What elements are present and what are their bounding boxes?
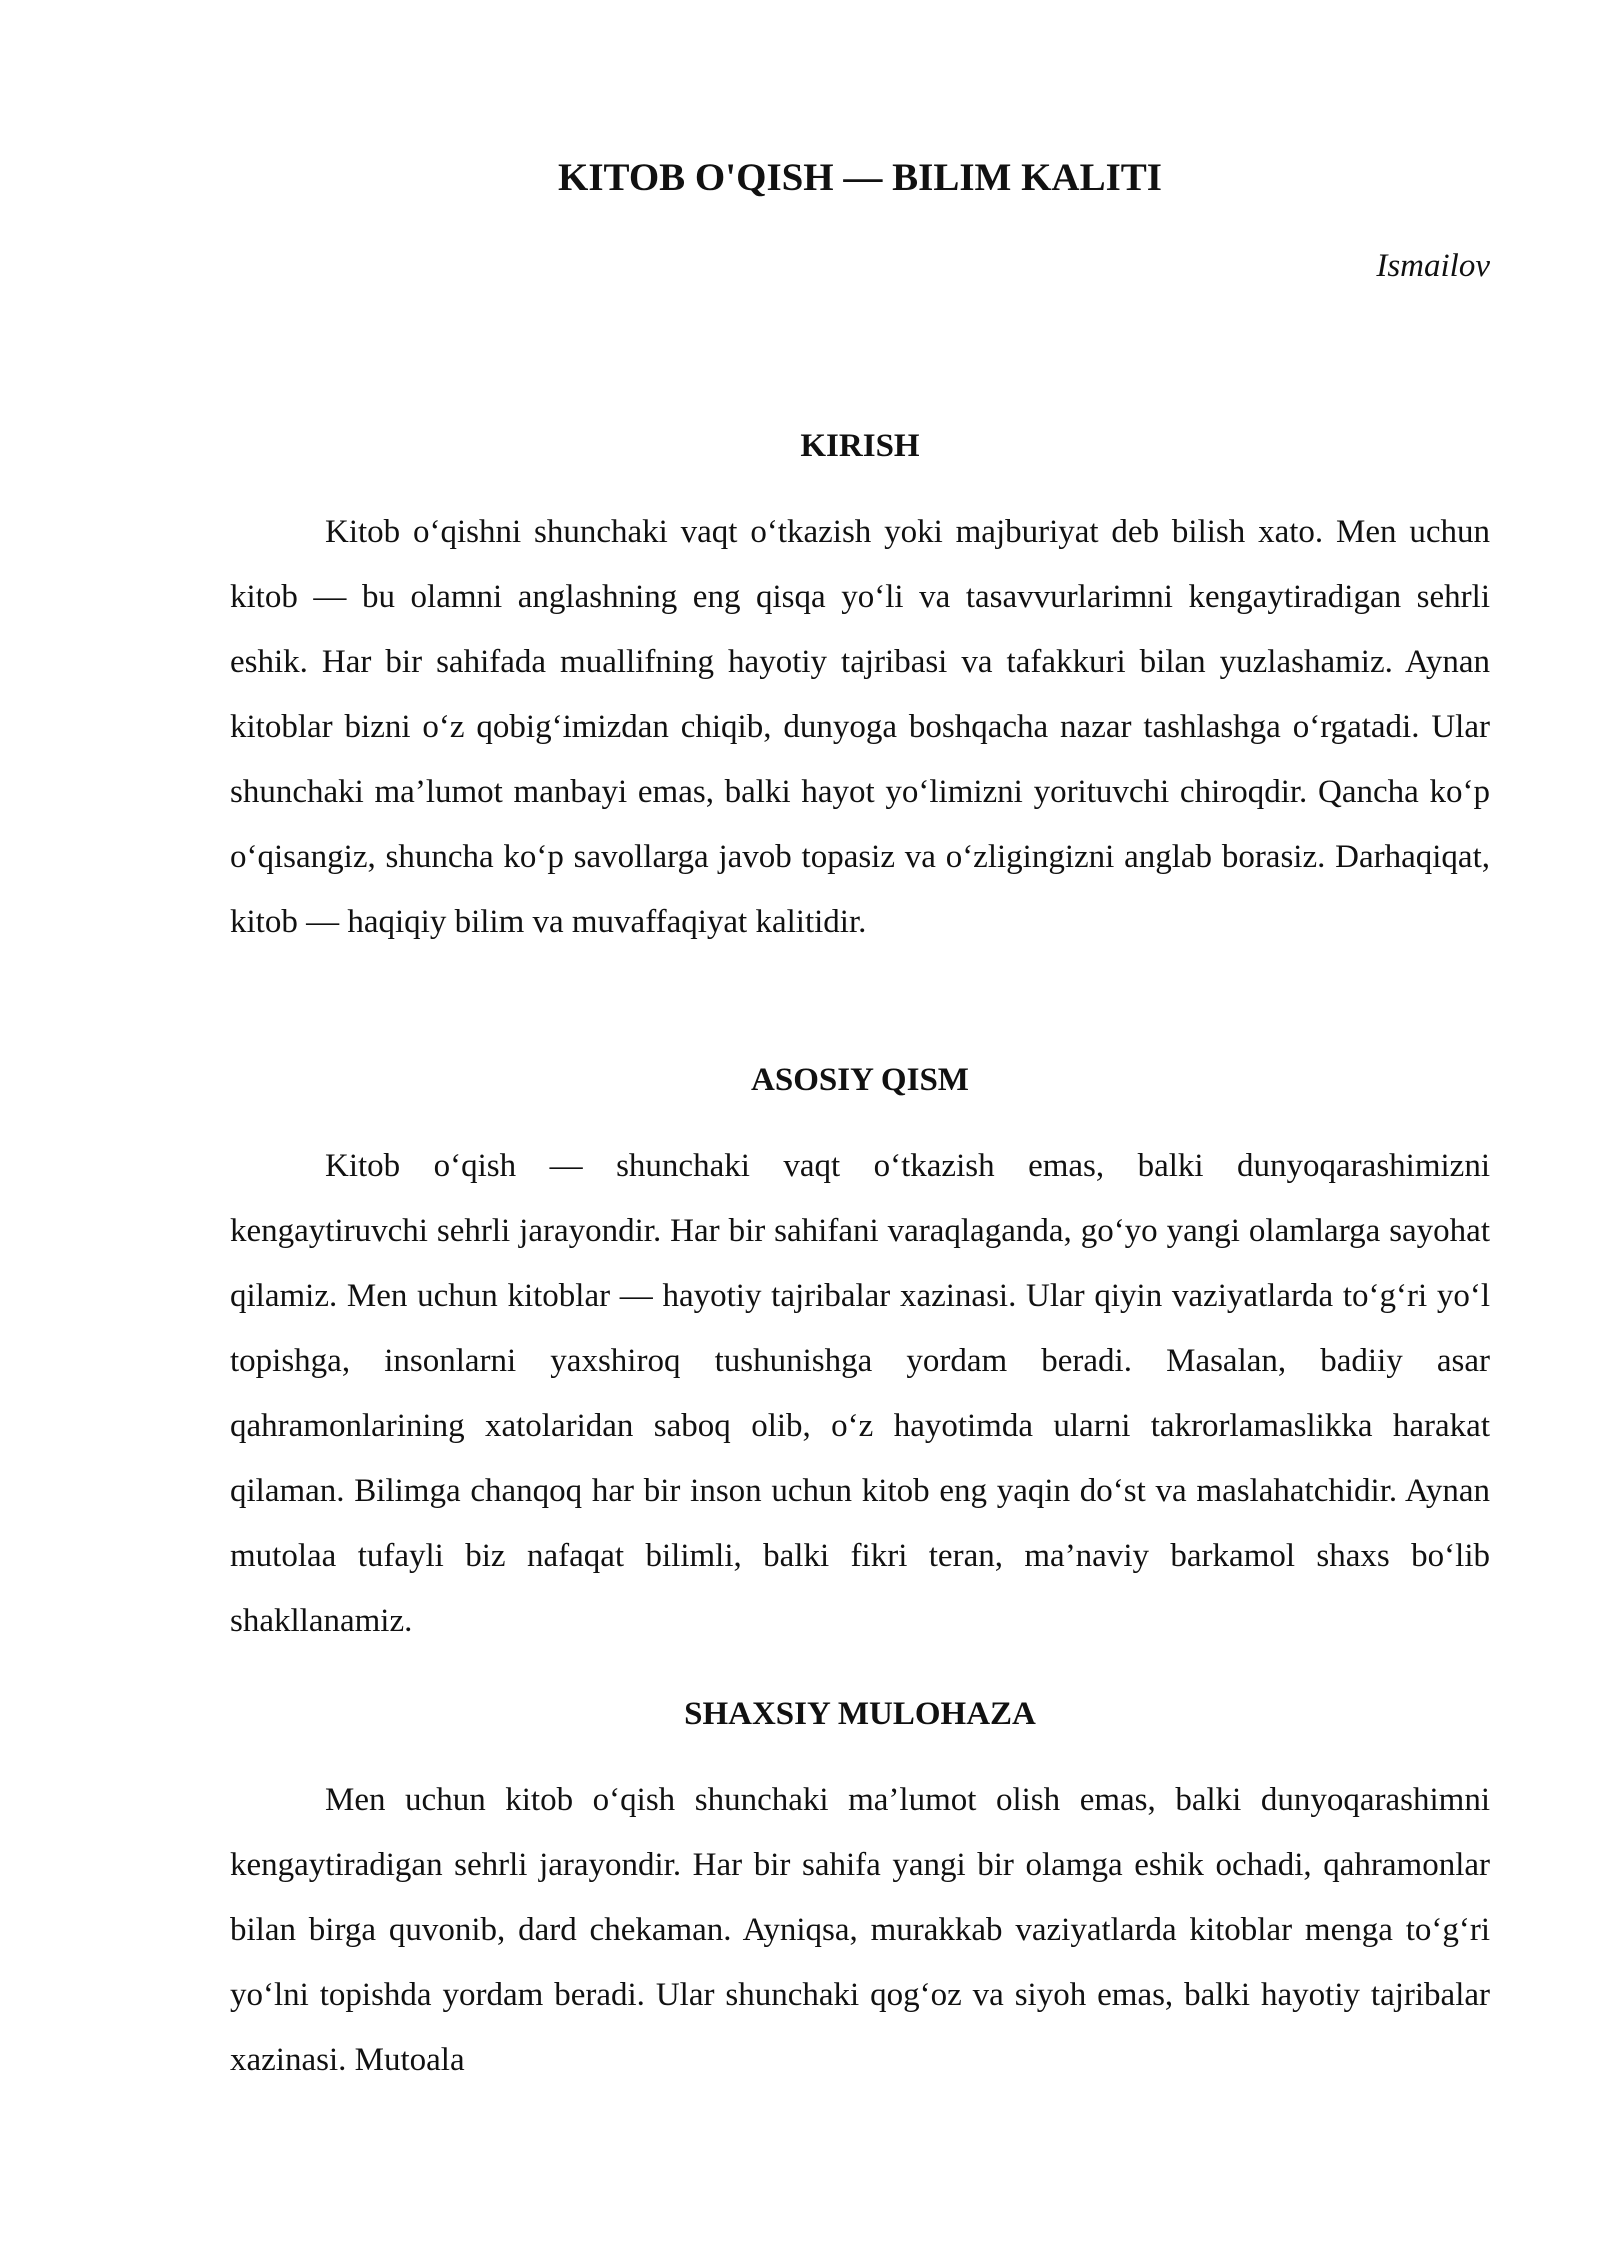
section-paragraph: Kitob o‘qish — shunchaki vaqt o‘tkazish emas, balki dunyoqarashimizni kengaytiruvchi sehrli jarayondir. Har bir sahifani varaqlaganda, go‘yo yangi olamlarga sayohat qilamiz. Men uchun kitoblar — hayotiy tajribalar xazinasi. Ular qiyin vaziyatlarda to‘g‘ri yo‘l topishga, insonlarni yaxshiroq tushunishga yordam beradi. Masalan, badiiy asar qahramonlarining xatolaridan saboq olib, o‘z hayotimda ularni takrorlamaslikka harakat qilaman. Bilimga chanqoq har bir inson uchun kitob eng yaqin do‘st va maslahatchidir. Aynan mutolaa tufayli biz nafaqat bilimli, balki fikri teran, ma’naviy barkamol shaxs bo‘lib shakllanamiz.: [230, 1148, 1490, 1639]
section-paragraph: Men uchun kitob o‘qish shunchaki ma’lumot olish emas, balki dunyoqarashimni kengaytiradigan sehrli jarayondir. Har bir sahifa yangi bir olamga eshik ochadi, qahramonlar bilan birga quvonib, dard chekaman. Ayniqsa, murakkab vaziyatlarda kitoblar menga to‘g‘ri yo‘lni topishda yordam beradi. Ular shunchaki qog‘oz va siyoh emas, balki hayotiy tajribalar xazinasi. Mutoala: [230, 1782, 1490, 2078]
section-heading: SHAXSIY MULOHAZA: [684, 1696, 1036, 1732]
section-paragraph: Kitob o‘qishni shunchaki vaqt o‘tkazish yoki majburiyat deb bilish xato. Men uchun kitob — bu olamni anglashning eng qisqa yo‘li va tasavvurlarimni kengaytiradigan sehrli eshik. Har bir sahifada muallifning hayotiy tajribasi va tafakkuri bilan yuzlashamiz. Aynan kitoblar bizni o‘z qobig‘imizdan chiqib, dunyoga boshqacha nazar tashlashga o‘rgatadi. Ular shunchaki ma’lumot manbayi emas, balki hayot yo‘limizni yorituvchi chiroqdir. Qancha ko‘p o‘qisangiz, shuncha ko‘p savollarga javob topasiz va o‘zligingizni anglab borasiz. Darhaqiqat, kitob — haqiqiy bilim va muvaffaqiyat kalitidir.: [230, 514, 1490, 940]
section-kirish: [230, 418, 1490, 955]
section-heading: KIRISH: [800, 428, 920, 464]
section-heading: ASOSIY QISM: [751, 1062, 969, 1098]
section-shaxsiy-mulohaza: [230, 1686, 1490, 2093]
section-asosiy-qism: [230, 1052, 1490, 1654]
document-author: Ismailov: [1376, 248, 1490, 284]
document-title: KITOB O'QISH — BILIM KALITI: [558, 156, 1162, 199]
